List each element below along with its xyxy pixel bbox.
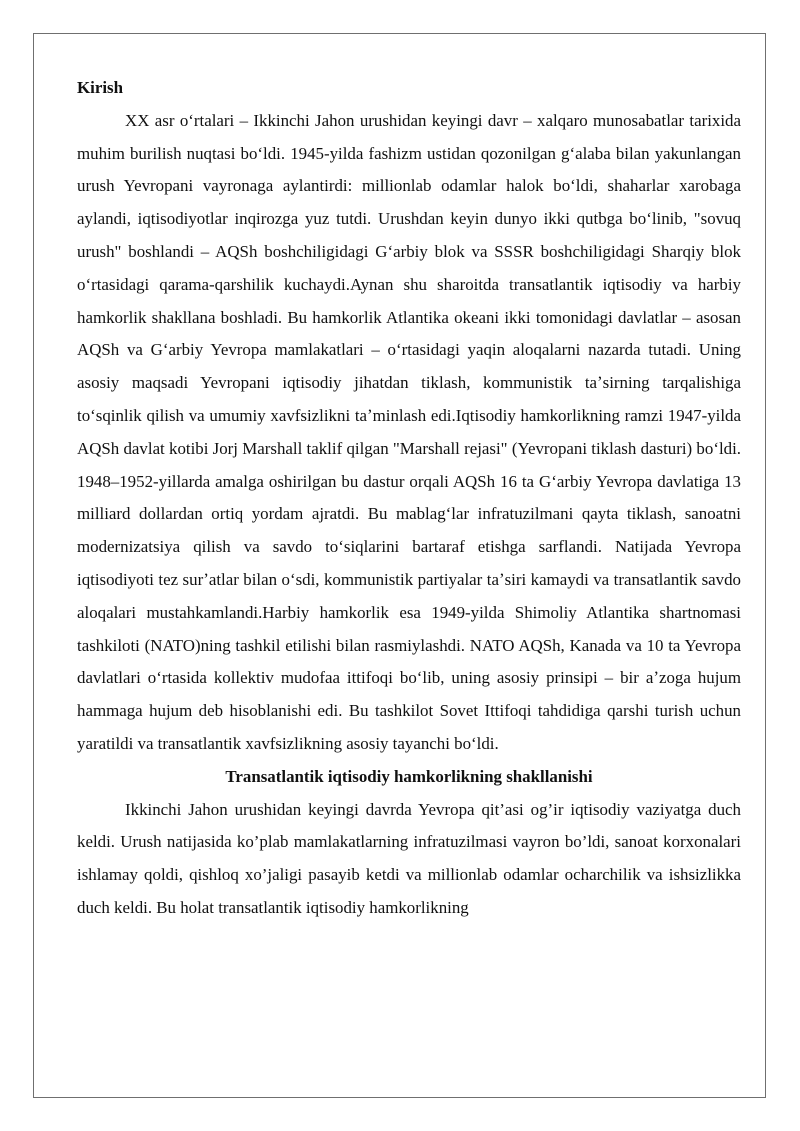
intro-paragraph: XX asr oʻrtalari – Ikkinchi Jahon urushidan keyingi davr – xalqaro munosabatlar tarixida muhim burilish nuqtasi boʻldi. 1945-yilda fashizm ustidan qozonilgan gʻalaba bilan yakunlangan urush Yevropani vayronaga aylantirdi: millionlab odamlar halok boʻldi, shaharlar xarobaga aylandi, iqtisodiyotlar inqirozga yuz tutdi. Urushdan keyin dunyo ikki qutbga boʻlinib, "sovuq urush" boshlandi – AQSh boshchiligidagi Gʻarbiy blok va SSSR boshchiligidagi Sharqiy blok oʻrtasidagi qarama-qarshilik kuchaydi.Aynan shu sharoitda transatlantik iqtisodiy va harbiy hamkorlik shakllana boshladi. Bu hamkorlik Atlantika okeani ikki tomonidagi davlatlar – asosan AQSh va Gʻarbiy Yevropa mamlakatlari – oʻrtasidagi yaqin aloqalarni nazarda tutadi. Uning asosiy maqsadi Yevropani iqtisodiy jihatdan tiklash, kommunistik taʼsirning tarqalishiga toʻsqinlik qilish va umumiy xavfsizlikni taʼminlash edi.Iqtisodiy hamkorlikning ramzi 1947-yilda AQSh davlat kotibi Jorj Marshall taklif qilgan "Marshall rejasi" (Yevropani tiklash dasturi) boʻldi. 1948–1952-yillarda amalga oshirilgan bu dastur orqali AQSh 16 ta Gʻarbiy Yevropa davlatiga 13 milliard dollardan ortiq yordam ajratdi. Bu mablagʻlar infratuzilmani qayta tiklash, sanoatni modernizatsiya qilish va savdo toʻsiqlarini bartaraf etishga sarflandi. Natijada Yevropa iqtisodiyoti tez surʼatlar bilan oʻsdi, kommunistik partiyalar taʼsiri kamaydi va transatlantik savdo aloqalari mustahkamlandi.Harbiy hamkorlik esa 1949-yilda Shimoliy Atlantika shartnomasi tashkiloti (NATO)ning tashkil etilishi bilan rasmiylashdi. NATO AQSh, Kanada va 10 ta Yevropa davlatlari oʻrtasida kollektiv mudofaa ittifoqi boʻlib, uning asosiy prinsipi – bir aʼzoga hujum hammaga hujum deb hisoblanishi edi. Bu tashkilot Sovet Ittifoqi tahdidiga qarshi turish uchun yaratildi va transatlantik xavfsizlikning asosiy tayanchi boʻldi. [77, 110, 741, 753]
section-heading: Kirish [77, 78, 123, 97]
section-subheading: Transatlantik iqtisodiy hamkorlikning shakllanishi [225, 766, 593, 786]
document-body [77, 72, 741, 925]
body-paragraph: Ikkinchi Jahon urushidan keyingi davrda Yevropa qit’asi og’ir iqtisodiy vaziyatga duch keldi. Urush natijasida ko’plab mamlakatlarning infratuzilmasi vayron bo’ldi, sanoat korxonalari ishlamay qoldi, qishloq xo’jaligi pasayib ketdi va millionlab odamlar ocharchilik va ishsizlikka duch keldi. Bu holat transatlantik iqtisodiy hamkorlikning [77, 799, 741, 917]
